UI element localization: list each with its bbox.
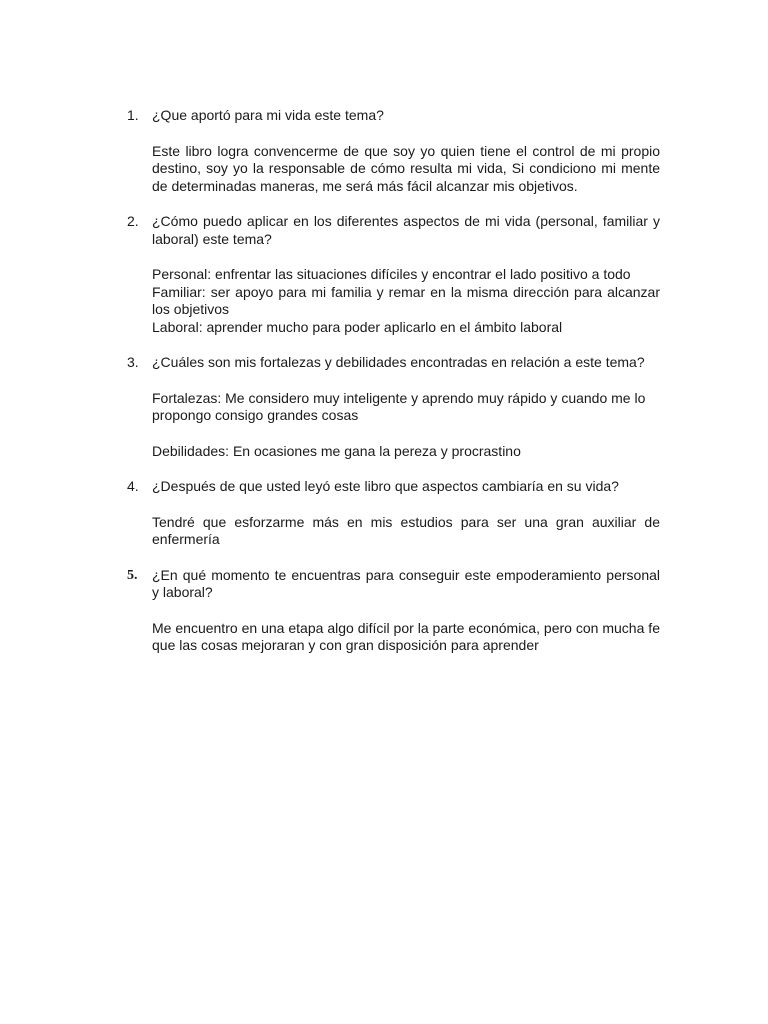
question-number: 5. <box>127 567 138 583</box>
answer-text: Tendré que esforzarme más en mis estudios para ser una gran auxiliar de enfermería <box>152 513 660 547</box>
question-item-4 <box>127 478 660 549</box>
question-text: ¿Cómo puedo aplicar en los diferentes aspectos de mi vida (personal, familiar y laboral) este tema? <box>152 213 660 247</box>
spacer <box>152 425 660 443</box>
question-number: 3. <box>127 354 139 370</box>
answer-block <box>152 266 660 336</box>
answer-familiar: Familiar: ser apoyo para mi familia y remar en la misma dirección para alcanzar los objetivos <box>152 283 660 317</box>
question-text: ¿En qué momento te encuentras para conseguir este empoderamiento personal y laboral? <box>152 566 660 600</box>
question-number: 4. <box>127 478 139 494</box>
question-text: ¿Que aportó para mi vida este tema? <box>152 107 384 123</box>
question-item-1 <box>127 107 660 195</box>
question-item-5 <box>127 567 660 655</box>
question-item-2 <box>127 213 660 336</box>
answer-strengths: Fortalezas: Me considero muy inteligente y aprendo muy rápido y cuando me lo propongo consigo grandes cosas <box>152 389 646 423</box>
question-number: 1. <box>127 107 139 123</box>
answer-personal: Personal: enfrentar las situaciones difíciles y encontrar el lado positivo a todo <box>152 266 631 282</box>
question-item-3 <box>127 354 660 460</box>
answer-laboral: Laboral: aprender mucho para poder aplicarlo en el ámbito laboral <box>152 318 563 335</box>
answer-text: Este libro logra convencerme de que soy yo quien tiene el control de mi propio destino, soy yo la responsable de cómo resulta mi vida, Si condiciono mi mente de determinadas maneras, me será más fácil alcanzar mis objetivos. <box>152 142 660 194</box>
question-text: ¿Después de que usted leyó este libro que aspectos cambiaría en su vida? <box>152 478 619 494</box>
answer-text: Me encuentro en una etapa algo difícil por la parte económica, pero con mucha fe que las cosas mejoraran y con gran disposición para aprender <box>152 619 660 653</box>
question-number: 2. <box>127 213 139 229</box>
question-list <box>127 107 660 673</box>
question-text: ¿Cuáles son mis fortalezas y debilidades encontradas en relación a este tema? <box>152 354 645 370</box>
answer-weaknesses: Debilidades: En ocasiones me gana la pereza y procrastino <box>152 442 521 459</box>
